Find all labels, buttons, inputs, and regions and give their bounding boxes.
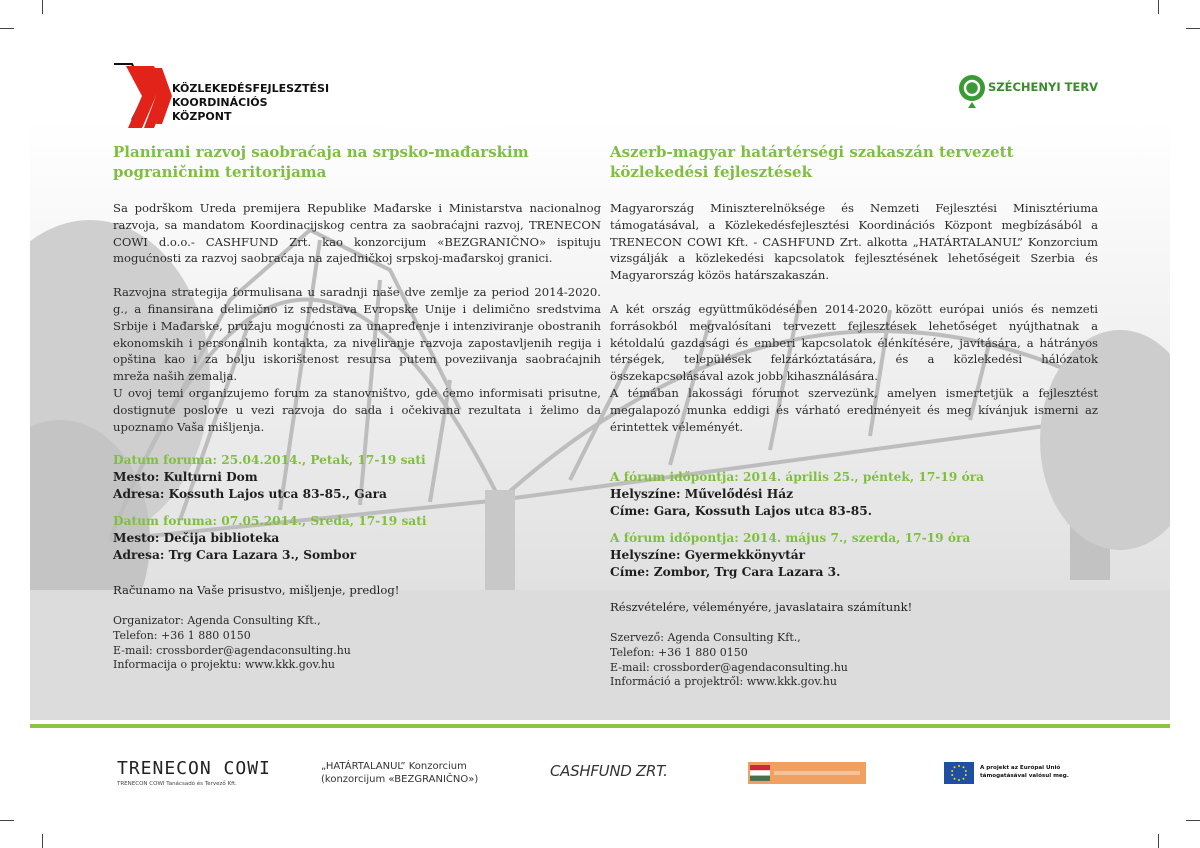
kkk-logo-line: KÖZPONT (172, 110, 232, 123)
contact-phone: Telefon: +36 1 880 0150 (113, 628, 251, 642)
serbian-paragraph: U ovoj temi organizujemo forum za stanovništvo, gde ćemo informisati prisutne, dostignute poslove u vezi razvoja do sada i očekivana rezultata i želimo da upoznamo Vaša mišljenja. (113, 385, 601, 434)
cashfund-logo: CASHFUND ZRT. (550, 762, 668, 780)
contact-organizer: Organizator: Agenda Consulting Kft., (113, 614, 321, 628)
crop-mark (1186, 28, 1200, 29)
forum-event (610, 469, 1098, 520)
green-divider (30, 724, 1170, 728)
serbian-paragraph: Razvojna strategija formulisana u saradnji naše dve zemlje za period 2014-2020. g., a finansirana delimično iz sredstava Evropske Unije i delimično sredstvima Srbije i Mađarske, pružaju mogućnosti za unapređenje i intenziviranje obostranih ekonomskih i personalnih kontakta, za niveliranje razvoja zapostavljenih regija i opština kao i za bolju iskorištenost resursa putem poveziivanja saobraćajnih mreža naših zemalja. (113, 285, 601, 384)
contact-website[interactable]: Informacija o projektu: www.kkk.gov.hu (113, 658, 336, 672)
kkk-logo-line: KOORDINÁCIÓS (172, 96, 268, 109)
forum-date: A fórum időpontja: 2014. április 25., péntek, 17-19 óra (610, 470, 985, 485)
forum-event (610, 530, 1098, 581)
forum-date: Datum foruma: 25.04.2014., Petak, 17-19 sati (113, 453, 426, 468)
forum-address: Címe: Zombor, Trg Cara Lazara 3. (610, 565, 841, 580)
hungarian-contact (610, 631, 1098, 689)
contact-phone: Telefon: +36 1 880 0150 (610, 645, 748, 659)
crop-mark (0, 28, 14, 29)
crop-mark (0, 820, 14, 821)
eu-support-line: támogatásával valósul meg. (980, 773, 1069, 779)
forum-address: Adresa: Kossuth Lajos utca 83-85., Gara (113, 487, 387, 502)
contact-email[interactable]: E-mail: crossborder@agendaconsulting.hu (610, 660, 848, 674)
hungarian-column (610, 142, 1098, 690)
forum-event (113, 513, 601, 564)
eu-support-text (980, 764, 1069, 780)
forum-address: Adresa: Trg Cara Lazara 3., Sombor (113, 548, 357, 563)
trenecon-cowi-subtitle: TRENECON COWI Tanácsadó és Tervező Kft. (117, 781, 237, 787)
forum-place: Helyszíne: Gyermekkönyvtár (610, 548, 806, 563)
forum-date: Datum foruma: 07.05.2014., Sreda, 17-19 sati (113, 514, 427, 529)
forum-event (113, 452, 601, 503)
konzorcium-label (321, 760, 478, 786)
forum-place: Helyszíne: Művelődési Ház (610, 487, 794, 502)
contact-website[interactable]: Információ a projektről: www.kkk.gov.hu (610, 675, 837, 689)
forum-place: Mesto: Dečija biblioteka (113, 531, 280, 546)
eu-support-line: A projekt az Európai Unió (980, 765, 1061, 771)
kkk-logo-text (172, 82, 329, 124)
forum-place: Mesto: Kulturni Dom (113, 470, 258, 485)
crop-mark (1158, 834, 1159, 848)
contact-email[interactable]: E-mail: crossborder@agendaconsulting.hu (113, 643, 351, 657)
eu-flag-icon (944, 762, 974, 784)
crop-mark (42, 0, 43, 14)
konzorcium-line: „HATÁRTALANUL” Konzorcium (321, 761, 467, 772)
crop-mark (42, 834, 43, 848)
contact-organizer: Szervező: Agenda Consulting Kft., (610, 631, 801, 645)
trenecon-cowi-logo: TRENECON COWI (117, 758, 271, 779)
forum-address: Címe: Gara, Kossuth Lajos utca 83-85. (610, 504, 872, 519)
crop-mark (1186, 820, 1200, 821)
szechenyi-terv-logo-text: SZÉCHENYI TERV (988, 80, 1099, 94)
forum-date: A fórum időpontja: 2014. május 7., szerda, 17-19 óra (610, 531, 971, 546)
serbian-contact (113, 614, 601, 672)
serbian-title: Planirani razvoj saobraćaja na srpsko-mađarskim pograničnim teritorijama (113, 143, 529, 181)
kkk-logo-line: KÖZLEKEDÉSFEJLESZTÉSI (172, 82, 330, 95)
crop-mark (1158, 0, 1159, 14)
hungarian-closing: Részvételére, véleményére, javaslataira számítunk! (610, 600, 913, 615)
serbian-closing: Računamo na Vaše prisustvo, mišljenje, predlog! (113, 583, 400, 598)
hungarian-paragraph: A két ország együttműködésében 2014-2020 között európai uniós és nemzeti forrásokból megvalósítani tervezett fejlesztések lehetőséget nyújthatnak a kétoldalú gazdasági és emberi kapcsolatok élénkítésére, javítására, a hátrányos térségek, települések felzárkóztatására, és a közlekedési hálózatok összekapcsolásával azok jobb kihasználására. (610, 301, 1098, 384)
serbian-column (113, 142, 601, 673)
hungarian-paragraph: Magyarország Miniszterelnöksége és Nemzeti Fejlesztési Minisztériuma támogatásával, a Közlekedésfejlesztési Koordinációs Központ megbízásából a TRENECON COWI Kft. - CASHFUND Zrt. alkotta „HATÁRTALANUL” Konzorcium vizsgálják a közlekedési kapcsolatok fejlesztésének lehetőségeit Szerbia és Magyarország közös határszakaszán. (610, 201, 1098, 283)
serbian-paragraph: Sa podrškom Ureda premijera Republike Mađarske i Ministarstva nacionalnog razvoja, sa mandatom Koordinacijskog centra za saobraćajni razvoj, TRENECON COWI d.o.o.- CASHFUND Zrt. kao konzorcijum «BEZGRANIČNO» ispituju mogućnosti za razvoj saobraćaja na zajedničkoj srpskoj-mađarskoj granici. (113, 201, 601, 266)
hungarian-title: Aszerb-magyar határtérségi szakaszán tervezett közlekedési fejlesztések (610, 143, 1014, 181)
konzorcium-line: (konzorcijum «BEZGRANIČNO») (321, 774, 479, 785)
hungarian-paragraph: A témában lakossági fórumot szervezünk, amelyen ismertetjük a fejlesztést megalapozó munka eddigi és várható eredményeit és meg kívánjuk ismerni az érintettek véleményét. (610, 385, 1098, 434)
hungarian-government-logo-icon (748, 762, 866, 784)
